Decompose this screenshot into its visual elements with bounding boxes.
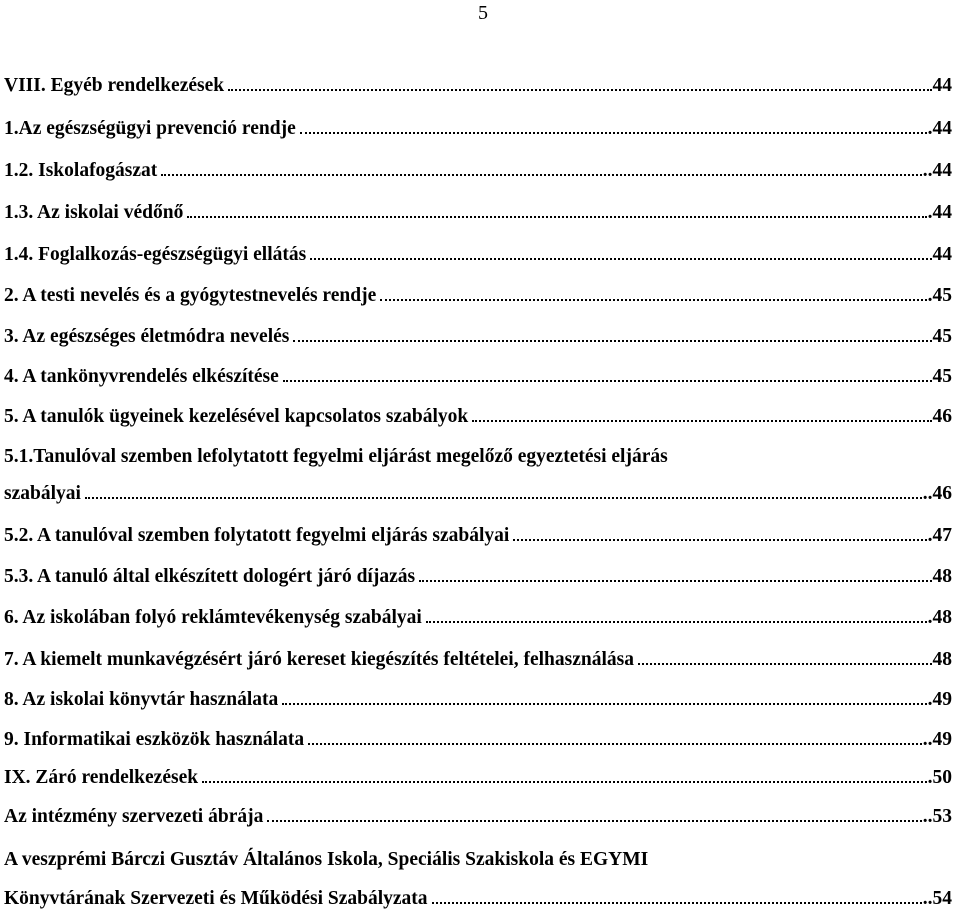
toc-entry-title: 5. A tanulók ügyeinek kezelésével kapcsolatos szabályok bbox=[4, 406, 469, 427]
toc-entry[interactable] bbox=[4, 325, 952, 349]
toc-leader-dots bbox=[419, 574, 931, 582]
toc-leader-dots bbox=[513, 533, 926, 541]
toc-leader-dots bbox=[85, 491, 922, 499]
toc-entry-page: .47 bbox=[927, 525, 952, 546]
toc-entry-title: 7. A kiemelt munkavégzésért járó kereset kiegészítés feltételei, felhasználása bbox=[4, 649, 634, 670]
toc-entry[interactable] bbox=[4, 688, 952, 712]
toc-entry-page: ..44 bbox=[922, 160, 952, 181]
toc-leader-dots bbox=[228, 83, 931, 91]
toc-entry[interactable] bbox=[4, 243, 952, 267]
toc-entry[interactable] bbox=[4, 887, 952, 911]
toc-entry-title: szabályai bbox=[4, 483, 81, 504]
toc-leader-dots bbox=[300, 126, 927, 134]
toc-entry[interactable] bbox=[4, 445, 668, 469]
toc-entry-title: 1.Az egészségügyi prevenció rendje bbox=[4, 118, 296, 139]
toc-entry-title: Az intézmény szervezeti ábrája bbox=[4, 806, 264, 827]
toc-leader-dots bbox=[202, 775, 927, 783]
toc-leader-dots bbox=[282, 697, 926, 705]
toc-leader-dots bbox=[432, 896, 922, 904]
toc-entry-title: 9. Informatikai eszközök használata bbox=[4, 729, 305, 750]
toc-leader-dots bbox=[267, 814, 921, 822]
toc-entry-title: Könyvtárának Szervezeti és Működési Szabályzata bbox=[4, 888, 428, 909]
toc-entry-page: ..49 bbox=[922, 729, 952, 750]
toc-leader-dots bbox=[308, 737, 922, 745]
toc-entry[interactable] bbox=[4, 482, 952, 506]
toc-leader-dots bbox=[380, 293, 926, 301]
toc-entry-title: 5.3. A tanuló által elkészített dologért járó díjazás bbox=[4, 566, 416, 587]
toc-leader-dots bbox=[283, 374, 932, 382]
toc-entry-page: ..46 bbox=[922, 483, 952, 504]
toc-entry-title: 6. Az iskolában folyó reklámtevékenység szabályai bbox=[4, 607, 422, 628]
toc-entry-title: 3. Az egészséges életmódra nevelés bbox=[4, 326, 290, 347]
toc-entry[interactable] bbox=[4, 117, 952, 141]
toc-entry-title: 2. A testi nevelés és a gyógytestnevelés rendje bbox=[4, 285, 377, 306]
toc-entry-title: 5.2. A tanulóval szemben folytatott fegyelmi eljárás szabályai bbox=[4, 525, 510, 546]
toc-entry[interactable] bbox=[4, 565, 952, 589]
toc-entry-title: 1.4. Foglalkozás-egészségügyi ellátás bbox=[4, 244, 307, 265]
toc-entry-title: A veszprémi Bárczi Gusztáv Általános Iskola, Speciális Szakiskola és EGYMI bbox=[4, 849, 649, 870]
toc-entry-page: ..53 bbox=[922, 806, 952, 827]
toc-leader-dots bbox=[472, 414, 931, 422]
toc-entry[interactable] bbox=[4, 805, 952, 829]
toc-entry-title: 1.2. Iskolafogászat bbox=[4, 160, 158, 181]
toc-entry[interactable] bbox=[4, 159, 952, 183]
toc-entry-title: 8. Az iskolai könyvtár használata bbox=[4, 689, 279, 710]
toc-entry[interactable] bbox=[4, 201, 952, 225]
toc-entry-page: 46 bbox=[932, 406, 952, 427]
toc-leader-dots bbox=[310, 252, 931, 260]
toc-entry-page: .44 bbox=[927, 202, 952, 223]
toc-entry-page: 45 bbox=[932, 366, 952, 387]
toc-entry-title: 5.1.Tanulóval szemben lefolytatott fegyelmi eljárást megelőző egyeztetési eljárás bbox=[4, 446, 668, 467]
toc-entry[interactable] bbox=[4, 365, 952, 389]
toc-leader-dots bbox=[426, 615, 927, 623]
toc-entry-page: 48 bbox=[932, 649, 952, 670]
toc-leader-dots bbox=[187, 210, 926, 218]
toc-entry-title: 4. A tankönyvrendelés elkészítése bbox=[4, 366, 279, 387]
toc-entry[interactable] bbox=[4, 728, 952, 752]
toc-entry[interactable] bbox=[4, 524, 952, 548]
toc-entry-title: IX. Záró rendelkezések bbox=[4, 767, 199, 788]
toc-entry-page: .44 bbox=[927, 118, 952, 139]
toc-entry[interactable] bbox=[4, 766, 952, 790]
toc-entry[interactable] bbox=[4, 848, 648, 872]
toc-entry[interactable] bbox=[4, 284, 952, 308]
toc-entry-page: .50 bbox=[927, 767, 952, 788]
toc-entry[interactable] bbox=[4, 74, 952, 98]
toc-entry-page: 44 bbox=[932, 75, 952, 96]
page-number: 5 bbox=[478, 2, 488, 24]
toc-entry[interactable] bbox=[4, 606, 952, 630]
toc-leader-dots bbox=[638, 657, 932, 665]
toc-entry-page: 45 bbox=[932, 326, 952, 347]
toc-entry-page: .49 bbox=[927, 689, 952, 710]
toc-entry-page: 48 bbox=[932, 566, 952, 587]
toc-entry-page: .48 bbox=[927, 607, 952, 628]
toc-entry-page: .45 bbox=[927, 285, 952, 306]
toc-leader-dots bbox=[293, 334, 931, 342]
toc-entry-title: 1.3. Az iskolai védőnő bbox=[4, 202, 184, 223]
toc-entry-title: VIII. Egyéb rendelkezések bbox=[4, 75, 225, 96]
toc-entry[interactable] bbox=[4, 648, 952, 672]
toc-entry[interactable] bbox=[4, 405, 952, 429]
toc-leader-dots bbox=[161, 168, 921, 176]
toc-entry-page: 44 bbox=[932, 244, 952, 265]
toc-entry-page: ..54 bbox=[922, 888, 952, 909]
